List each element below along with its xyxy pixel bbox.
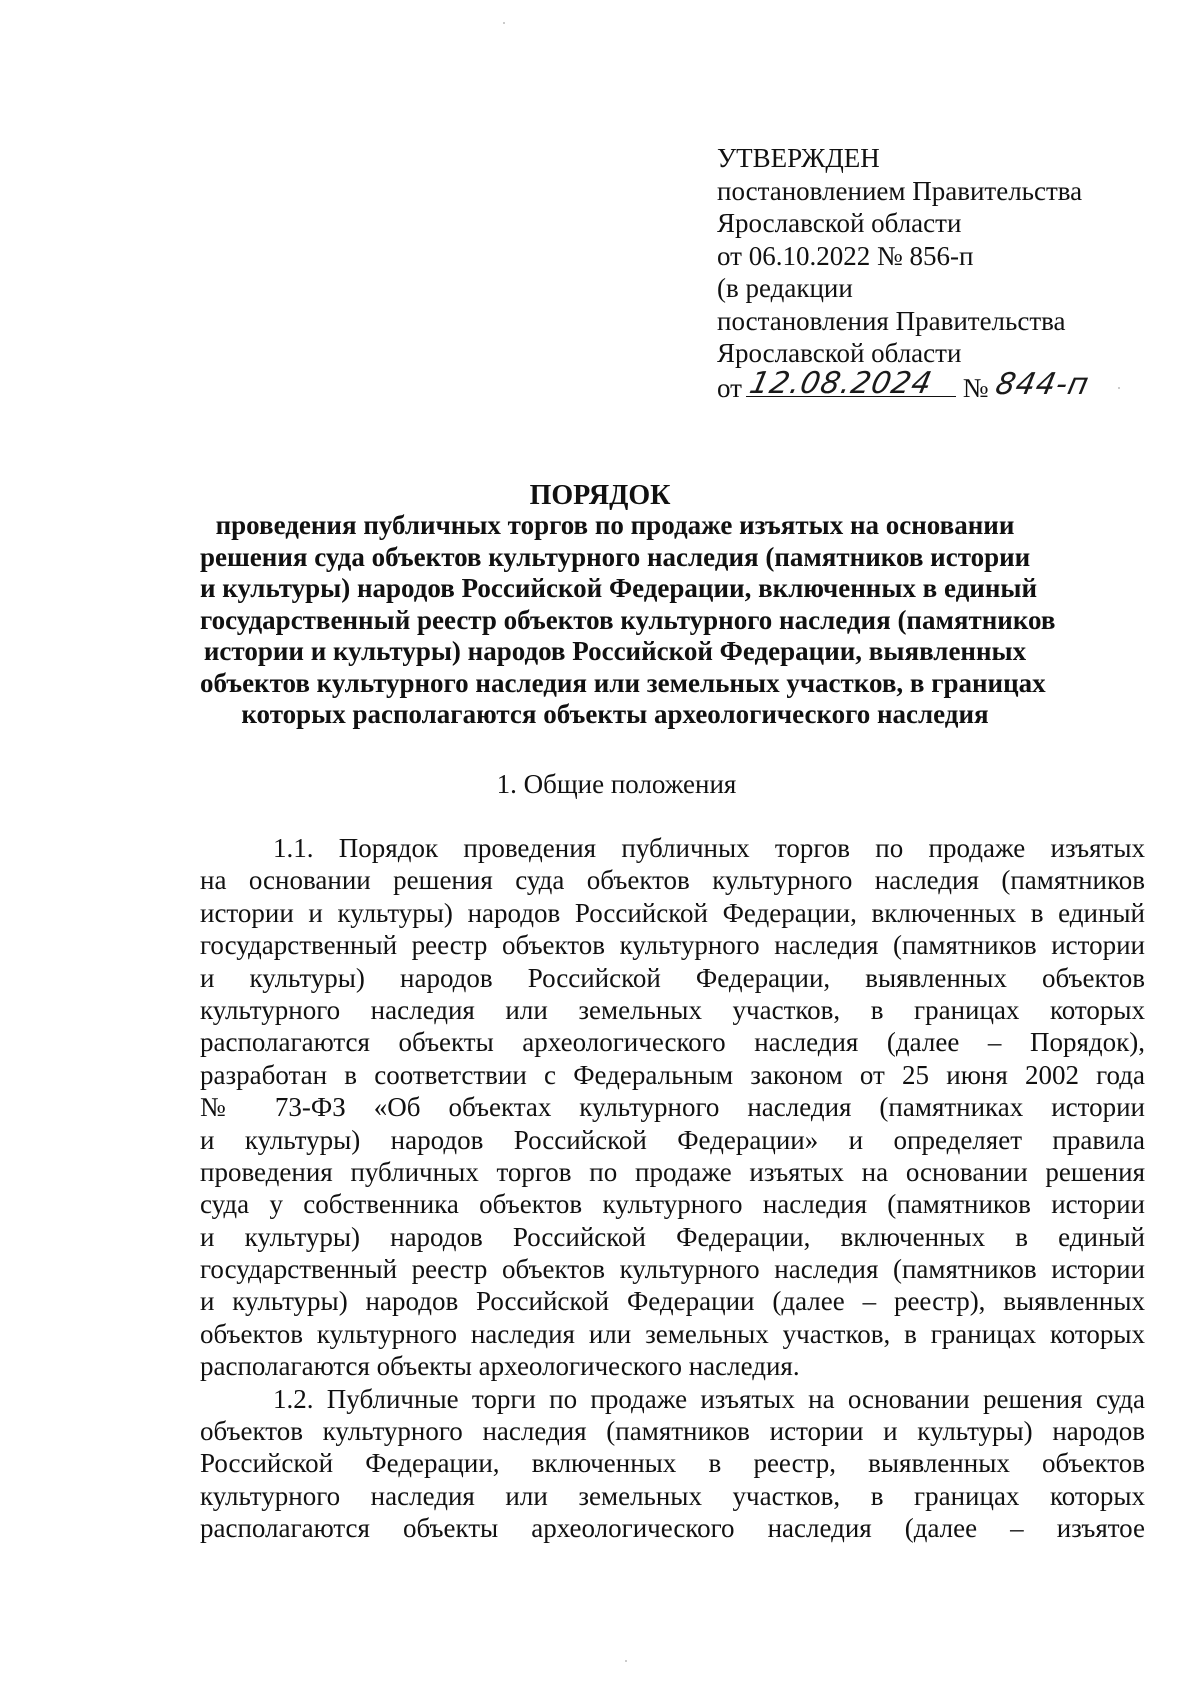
approval-title: УТВЕРЖДЕН <box>717 143 880 173</box>
approval-line: от 06.10.2022 № 856-п <box>717 240 974 271</box>
subtitle-line: проведения публичных торгов по продаже изъятых на основании <box>215 510 1015 540</box>
paragraph-1-1-line: истории и культуры) народов Российской Федерации, включенных в единый <box>200 897 1145 928</box>
paragraph-1-1-line: располагаются объекты археологического наследия. <box>200 1351 800 1382</box>
approval-line: Ярославской области <box>717 338 962 368</box>
subtitle-line: истории и культуры) народов Российской Федерации, выявленных <box>203 636 1027 666</box>
document-body <box>200 832 1145 1545</box>
date-prefix: от <box>717 372 742 403</box>
scan-speck <box>503 22 505 24</box>
approval-line: Ярославской области <box>717 208 962 238</box>
approval-line: постановления Правительства <box>717 305 1066 336</box>
subtitle-line: которых располагаются объекты археологического наследия <box>241 699 989 729</box>
paragraph-1-2-line: располагаются объекты археологического наследия (далее – изъятое <box>200 1513 1145 1544</box>
paragraph-1-1-line: суда у собственника объектов культурного наследия (памятников истории <box>200 1189 1145 1220</box>
subtitle-line: и культуры) народов Российской Федерации, включенных в единый <box>200 573 1038 603</box>
document-subtitle <box>200 510 1056 731</box>
paragraph-1-2-line: объектов культурного наследия (памятников истории и культуры) народов <box>200 1416 1145 1447</box>
paragraph-1-1-line: № 73-ФЗ «Об объектах культурного наследия (памятниках истории <box>200 1092 1145 1123</box>
approval-line: (в редакции <box>717 273 853 303</box>
subtitle-line: государственный реестр объектов культурного наследия (памятников <box>200 604 1056 635</box>
subtitle-line: решения суда объектов культурного наследия (памятников истории <box>200 541 1031 572</box>
number-blank <box>992 366 1093 402</box>
paragraph-1-1-line: культурного наследия или земельных участков, в границах которых <box>200 994 1145 1025</box>
subtitle-line: объектов культурного наследия или земельных участков, в границах <box>200 667 1046 698</box>
paragraph-1-1-line: располагаются объекты археологического наследия (далее – Порядок), <box>200 1027 1145 1058</box>
paragraph-1-1-line: государственный реестр объектов культурного наследия (памятников истории <box>200 1254 1145 1285</box>
section-heading: 1. Общие положения <box>496 769 737 799</box>
paragraph-1-1-line: и культуры) народов Российской Федерации, выявленных объектов <box>200 962 1145 993</box>
approval-line: постановлением Правительства <box>717 175 1083 206</box>
date-blank <box>746 365 956 401</box>
paragraph-1-1-line: разработан в соответствии с Федеральным законом от 25 июня 2002 года <box>200 1059 1145 1090</box>
paragraph-1-2-line: 1.2. Публичные торги по продаже изъятых на основании решения суда <box>273 1383 1145 1414</box>
document-title: ПОРЯДОК <box>529 480 671 511</box>
paragraph-1-1-line: объектов культурного наследия или земельных участков, в границах которых <box>200 1318 1145 1349</box>
paragraph-1-1-line: и культуры) народов Российской Федерации, включенных в единый <box>200 1221 1145 1252</box>
paragraph-1-1-line: 1.1. Порядок проведения публичных торгов по продаже изъятых <box>273 833 1145 863</box>
paragraph-1-1-line: на основании решения суда объектов культурного наследия (памятников <box>200 865 1145 896</box>
approval-stamp-block <box>717 142 1177 404</box>
paragraph-1-1-line: и культуры) народов Российской Федерации (далее – реестр), выявленных <box>200 1286 1145 1317</box>
scan-speck <box>625 1660 627 1662</box>
paragraph-1-2-line: Российской Федерации, включенных в реестр, выявленных объектов <box>200 1448 1145 1479</box>
paragraph-1-2-line: культурного наследия или земельных участков, в границах которых <box>200 1480 1145 1511</box>
paragraph-1-1-line: проведения публичных торгов по продаже изъятых на основании решения <box>200 1156 1145 1187</box>
handwritten-date: 12.08.2024 <box>746 365 936 401</box>
paragraph-1-1-line: и культуры) народов Российской Федерации» и определяет правила <box>200 1124 1145 1155</box>
approval-date-line <box>717 365 1177 405</box>
paragraph-1-1-line: государственный реестр объектов культурного наследия (памятников истории <box>200 930 1145 961</box>
number-prefix: № <box>962 372 989 403</box>
handwritten-number: 844-п <box>992 366 1093 402</box>
